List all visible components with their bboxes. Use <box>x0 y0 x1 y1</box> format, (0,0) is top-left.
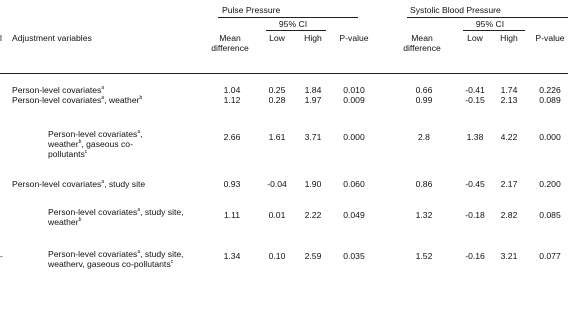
pp-low: 0.10 <box>268 251 286 261</box>
col-header-low-pp: Low <box>269 33 285 43</box>
left-marker: l <box>0 33 2 43</box>
row-label: Person-level covariates$^a$, study site, weatherv, gaseous co-pollutants$^c$ <box>48 249 184 269</box>
sbp-low: -0.18 <box>465 210 485 220</box>
pp-mean-difference: 1.11 <box>223 210 241 220</box>
ci-rule-systolic-bp <box>463 30 525 31</box>
sbp-low: -0.16 <box>465 251 485 261</box>
sbp-high: 4.22 <box>500 132 518 142</box>
group-rule-systolic-bp <box>407 17 568 18</box>
pp-high: 1.97 <box>304 95 322 105</box>
pp-mean-difference: 1.12 <box>223 95 241 105</box>
left-edge-mark: - <box>0 251 3 261</box>
sbp-high: 3.21 <box>500 251 518 261</box>
pp-pvalue: 0.009 <box>343 95 365 105</box>
row-label: Person-level covariates$^a$, study site, weather$^b$ <box>48 207 184 227</box>
sbp-pvalue: 0.085 <box>539 210 561 220</box>
sbp-low: 1.38 <box>466 132 484 142</box>
col-header-high-pp: High <box>304 33 322 43</box>
pp-pvalue: 0.000 <box>343 132 365 142</box>
pp-mean-difference: 0.93 <box>223 179 241 189</box>
col-header-pvalue-pp: P-value <box>339 33 369 43</box>
sbp-high: 2.13 <box>500 95 518 105</box>
sbp-high: 2.82 <box>500 210 518 220</box>
row-label: Person-level covariates$^a$, study site <box>12 179 146 189</box>
pp-low: 0.28 <box>268 95 286 105</box>
sbp-mean-difference: 1.52 <box>415 251 433 261</box>
col-header-low-sbp: Low <box>467 33 483 43</box>
pp-low: -0.04 <box>267 179 287 189</box>
row-label: Person-level covariates$^a$ <box>12 85 105 95</box>
sbp-mean-difference: 0.86 <box>415 179 433 189</box>
pp-high: 1.84 <box>304 85 322 95</box>
pp-low: 0.01 <box>268 210 286 220</box>
pp-pvalue: 0.060 <box>343 179 365 189</box>
ci-label-systolic-bp: 95% CI <box>475 19 505 29</box>
adjustment-variables-header: Adjustment variables <box>12 33 92 43</box>
col-header-mean-difference-sbp: Mean difference <box>403 33 441 53</box>
row-label: Person-level covariates$^a$, weather$^b$ <box>12 95 143 105</box>
sbp-pvalue: 0.089 <box>539 95 561 105</box>
sbp-high: 2.17 <box>500 179 518 189</box>
sbp-low: -0.45 <box>465 179 485 189</box>
group-rule-pulse-pressure <box>218 17 358 18</box>
pp-mean-difference: 2.66 <box>223 132 241 142</box>
pp-mean-difference: 1.34 <box>223 251 241 261</box>
sbp-mean-difference: 2.8 <box>418 132 430 142</box>
pp-pvalue: 0.010 <box>343 85 365 95</box>
sbp-pvalue: 0.077 <box>539 251 561 261</box>
sbp-pvalue: 0.226 <box>539 85 561 95</box>
sbp-low: -0.15 <box>465 95 485 105</box>
col-header-pvalue-sbp: P-value <box>535 33 565 43</box>
sbp-pvalue: 0.200 <box>539 179 561 189</box>
pp-low: 1.61 <box>268 132 286 142</box>
pp-high: 2.59 <box>304 251 322 261</box>
pp-high: 3.71 <box>304 132 322 142</box>
sbp-low: -0.41 <box>465 85 485 95</box>
col-header-mean-difference-pp: Mean difference <box>211 33 249 53</box>
sbp-high: 1.74 <box>500 85 518 95</box>
group-title-systolic-bp: Systolic Blood Pressure <box>410 5 501 15</box>
pp-high: 1.90 <box>304 179 322 189</box>
sbp-mean-difference: 0.66 <box>415 85 433 95</box>
pp-pvalue: 0.049 <box>343 210 365 220</box>
pp-pvalue: 0.035 <box>343 251 365 261</box>
sbp-mean-difference: 1.32 <box>415 210 433 220</box>
col-header-high-sbp: High <box>500 33 518 43</box>
sbp-pvalue: 0.000 <box>539 132 561 142</box>
pp-high: 2.22 <box>304 210 322 220</box>
header-bottom-rule <box>0 73 568 74</box>
group-title-pulse-pressure: Pulse Pressure <box>222 5 281 15</box>
pp-low: 0.25 <box>268 85 286 95</box>
pp-mean-difference: 1.04 <box>223 85 241 95</box>
sbp-mean-difference: 0.99 <box>415 95 433 105</box>
row-label: Person-level covariates$^a$, weather$^b$, gaseous co-pollutants$^c$ <box>48 129 143 159</box>
ci-label-pulse-pressure: 95% CI <box>278 19 308 29</box>
ci-rule-pulse-pressure <box>266 30 326 31</box>
